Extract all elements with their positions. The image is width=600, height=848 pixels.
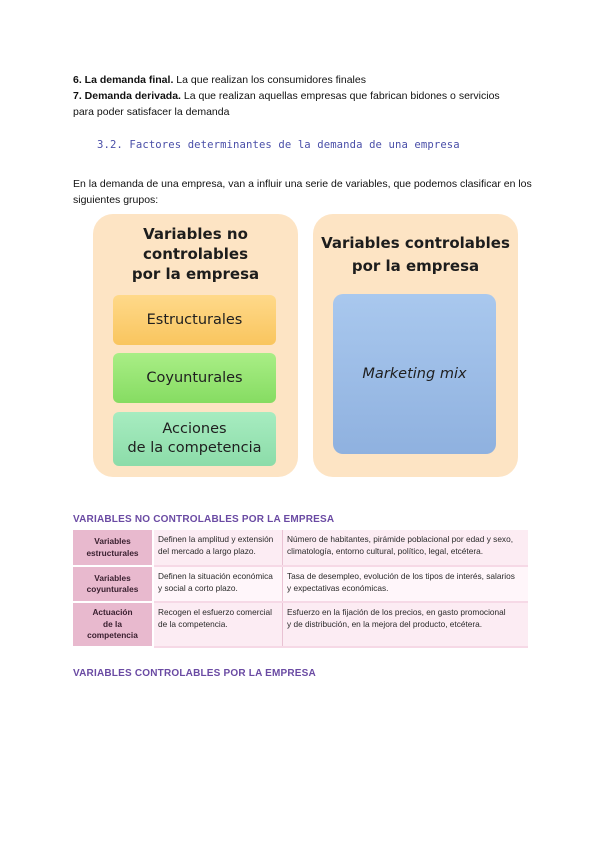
section-heading: 3.2. Factores determinantes de la demanda de una empresa — [97, 139, 460, 151]
box-acciones-competencia — [113, 412, 276, 466]
cell-line: climatología, entorno cultural, político, legal, etcétera. — [287, 545, 484, 556]
item-text: La que realizan los consumidores finales — [173, 74, 366, 86]
row-header — [73, 602, 153, 647]
box-coyunturales: Coyunturales — [113, 353, 276, 403]
cell-line: y social a corto plazo. — [158, 582, 238, 593]
cell-line: Definen la amplitud y extensión — [158, 534, 274, 544]
list-item-continuation: para poder satisfacer la demanda — [73, 106, 230, 118]
panel-no-controlables — [93, 214, 298, 477]
list-item-demanda-derivada — [73, 89, 500, 104]
row-header-line: Variables — [94, 536, 131, 546]
box-marketing-mix: Marketing mix — [333, 294, 496, 454]
row-header-line: estructurales — [86, 547, 139, 558]
cell-line: Esfuerzo en la fijación de los precios, en gasto promocional — [287, 607, 506, 617]
item-label: 7. Demanda derivada. — [73, 90, 181, 102]
panel-controlables — [313, 214, 518, 477]
cell-line: Definen la situación económica — [158, 571, 273, 581]
second-section-title: VARIABLES CONTROLABLES POR LA EMPRESA — [73, 668, 316, 679]
variables-table — [73, 530, 528, 648]
cell-line: y expectativas económicas. — [287, 582, 389, 593]
definition-cell — [153, 566, 283, 602]
panel-title-line: por la empresa — [131, 265, 260, 283]
examples-cell — [283, 602, 529, 647]
panel-title-line: por la empresa — [351, 257, 480, 275]
table-row — [73, 566, 528, 602]
variables-diagram — [93, 214, 518, 479]
cell-line: Número de habitantes, pirámide poblacional por edad y sexo, — [287, 534, 513, 544]
table-title: VARIABLES NO CONTROLABLES POR LA EMPRESA — [73, 514, 335, 525]
box-line: de la competencia — [127, 440, 262, 456]
box-estructurales: Estructurales — [113, 295, 276, 345]
item-label: 6. La demanda final. — [73, 74, 174, 86]
row-header — [73, 530, 153, 566]
row-header-line: Actuación — [92, 607, 133, 617]
box-line: Acciones — [162, 421, 227, 437]
list-item-demanda-final — [73, 73, 366, 88]
cell-line: del mercado a largo plazo. — [158, 545, 256, 556]
table-row — [73, 530, 528, 566]
panel-title-line: Variables controlables — [321, 234, 510, 252]
definition-cell — [153, 530, 283, 566]
cell-line: de la competencia. — [158, 618, 228, 629]
intro-paragraph: En la demanda de una empresa, van a influir una serie de variables, que podemos clasificar en los siguientes grupos: — [73, 178, 532, 206]
examples-cell — [283, 566, 529, 602]
panel-title-line: controlables — [143, 245, 248, 263]
row-header-line: Variables — [94, 572, 131, 583]
cell-line: Recogen el esfuerzo comercial — [158, 607, 272, 617]
examples-cell — [283, 530, 529, 566]
row-header-line: coyunturales — [86, 584, 139, 594]
table-row — [73, 602, 528, 647]
item-text: La que realizan aquellas empresas que fabrican bidones o servicios — [180, 90, 500, 102]
cell-line: y de distribución, en la mejora del producto, etcétera. — [287, 618, 483, 629]
cell-line: Tasa de desempleo, evolución de los tipos de interés, salarios — [287, 571, 515, 581]
row-header-line: de la competencia — [87, 618, 138, 640]
definition-cell — [153, 602, 283, 647]
row-header — [73, 566, 153, 602]
panel-title-line: Variables no — [143, 225, 248, 243]
